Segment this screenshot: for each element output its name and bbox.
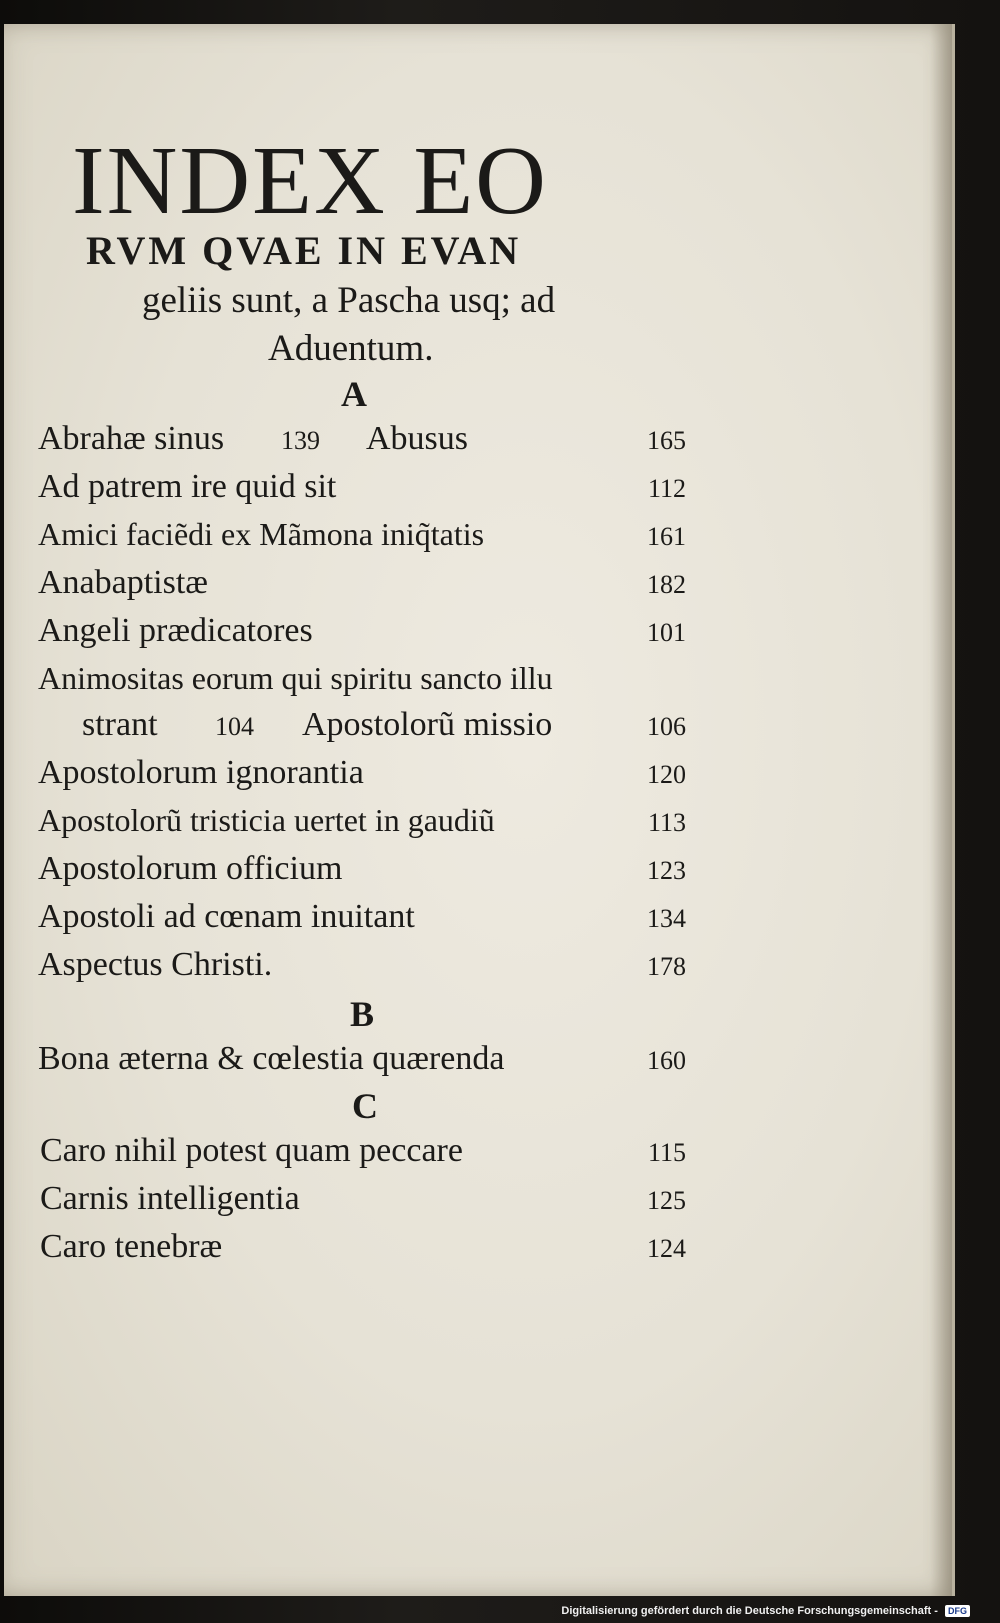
index-entry-page: 161 (647, 522, 686, 551)
section-letter-c: C (352, 1086, 378, 1126)
dfg-logo: DFG (945, 1605, 970, 1617)
index-entry-page: 165 (647, 426, 686, 455)
index-entry-page: 182 (647, 570, 686, 599)
index-entry-mid-page: 139 (281, 426, 320, 455)
index-entry-page: 115 (647, 1138, 686, 1167)
title-line-1: INDEX EO (72, 127, 548, 235)
index-entry: Apostoli ad cœnam inuitant (38, 898, 415, 935)
index-entry-page: 134 (647, 904, 686, 933)
index-entry-page: 124 (647, 1234, 686, 1263)
index-entry: Amici faciẽdi ex Mãmona iniq̃tatis (38, 516, 485, 552)
index-entry: Apostolorum ignorantia (38, 754, 364, 791)
index-entry: Apostolorum officium (38, 850, 343, 887)
index-entry-page: 120 (647, 760, 686, 789)
index-entry: Apostolorũ tristicia uertet in gaudiũ (38, 802, 495, 838)
index-entry-page: 160 (647, 1046, 686, 1075)
title-line-2: RVM QVAE IN EVAN (86, 228, 522, 273)
index-entry: Carnis intelligentia (40, 1180, 300, 1217)
section-letter-a: A (341, 374, 367, 414)
index-entry: Caro tenebræ (40, 1228, 223, 1265)
index-entry-continued: strant (82, 706, 158, 743)
index-entry: Abusus (366, 420, 469, 457)
index-entry-page: 106 (647, 712, 686, 741)
index-entry: Apostolorũ missio (302, 706, 553, 743)
index-entry: Ad patrem ire quid sit (38, 468, 337, 505)
index-entry: Aspectus Christi. (38, 946, 273, 983)
section-letter-b: B (350, 994, 375, 1034)
index-entry-page: 178 (647, 952, 686, 981)
title-line-4: Aduentum. (268, 328, 434, 369)
index-entry: Angeli prædicatores (38, 612, 313, 649)
index-entry: Caro nihil potest quam peccare (40, 1132, 463, 1169)
index-entry: Anabaptistæ (38, 564, 208, 601)
index-entry-page: 113 (647, 808, 686, 837)
index-entry: Bona æterna & cœlestia quærenda (38, 1040, 505, 1077)
page-edge-shadow (930, 24, 952, 1596)
book-page (4, 24, 955, 1596)
index-entry-mid-page: 104 (215, 712, 254, 741)
index-entry: Abrahæ sinus (38, 420, 225, 457)
index-entry-page: 112 (647, 474, 686, 503)
title-line-3: geliis sunt, a Pascha usq; ad (142, 280, 556, 321)
index-entry-page: 125 (647, 1186, 686, 1215)
index-entry: Animositas eorum qui spiritu sancto illu (38, 660, 553, 696)
digitization-credit (561, 1605, 970, 1617)
index-entry-page: 123 (647, 856, 686, 885)
credit-text: Digitalisierung gefördert durch die Deutsche Forschungsgemeinschaft - (561, 1604, 938, 1617)
index-entry-page: 101 (647, 618, 686, 647)
